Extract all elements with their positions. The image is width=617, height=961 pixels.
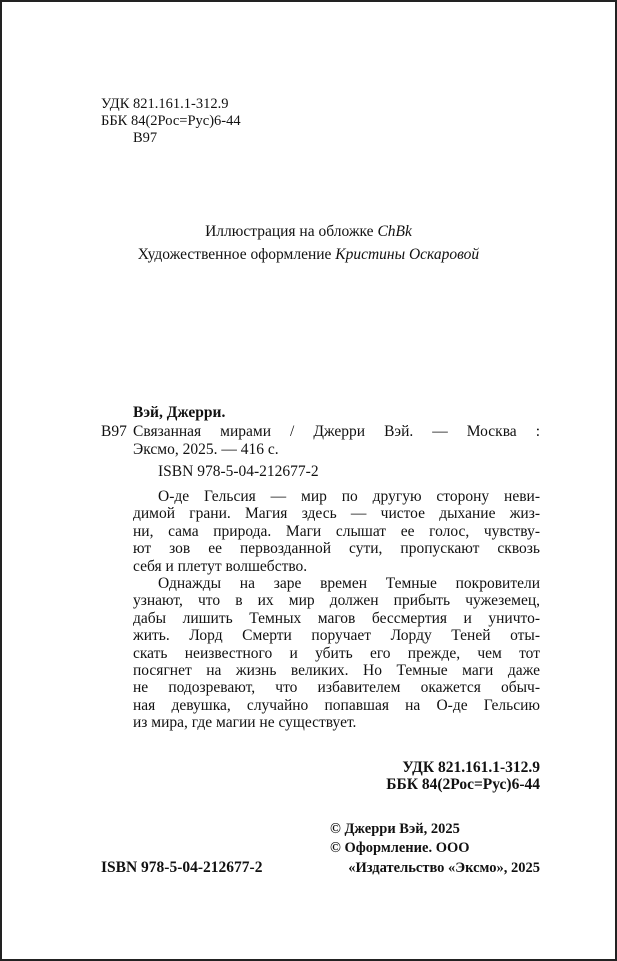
top-bbk: ББК 84(2Рос=Рус)6-44	[101, 113, 241, 129]
annotation-line: ни, сама природа. Маги слышат ее голос, чувству-	[133, 522, 540, 540]
bottom-isbn: ISBN 978-5-04-212677-2	[101, 859, 263, 876]
top-udk: УДК 821.161.1-312.9	[101, 96, 229, 112]
annotation-line: себя и плетут волшебство.	[133, 557, 308, 575]
annotation-line: посягнет на жизнь великих. Но Темные маги даже	[133, 662, 540, 679]
record-title-line2: Эксмо, 2025. — 416 с.	[133, 441, 279, 458]
illustrator-name: ChBk	[377, 223, 412, 240]
annotation-line: ют зов ее первозданной сути, пропускают сквозь	[133, 540, 540, 558]
annotation-line: Однажды на заре времен Темные покровители	[158, 575, 540, 592]
bottom-udk: УДК 821.161.1-312.9	[402, 759, 540, 776]
copyright-design: © Оформление. ООО	[330, 840, 470, 856]
annotation-line: О-де Гельсия — мир по другую сторону неви-	[158, 488, 540, 505]
bottom-bbk: ББК 84(2Рос=Рус)6-44	[386, 776, 540, 793]
annotation-line: димой грани. Магия здесь — чистое дыхание жиз-	[133, 505, 540, 523]
annotation-line: узнают, что в их мир должен прибыть чужеземец,	[133, 592, 540, 610]
designer-name: Кристины Оскаровой	[335, 246, 480, 263]
record-isbn: ISBN 978-5-04-212677-2	[158, 463, 319, 480]
copyright-author: © Джерри Вэй, 2025	[330, 821, 460, 837]
annotation-line: дабы лишить Темных магов бессмертия и уничто-	[133, 609, 540, 627]
illustration-label: Иллюстрация на обложке	[205, 223, 378, 240]
record-code: В97	[101, 423, 127, 440]
annotation-line: не подозревают, что избавителем окажется обыч-	[133, 679, 540, 697]
annotation-line: ная девушка, случайно попавшая на О-де Гельсию	[133, 696, 540, 714]
record-title-line1: Связанная мирами / Джерри Вэй. — Москва :	[133, 423, 540, 440]
copyright-publisher: «Издательство «Эксмо», 2025	[348, 860, 540, 876]
design-credit	[0, 246, 617, 264]
annotation-line: из мира, где магии не существует.	[133, 714, 357, 732]
illustration-credit	[0, 223, 617, 241]
record-author: Вэй, Джерри.	[133, 404, 226, 421]
design-label: Художественное оформление	[137, 246, 336, 263]
annotation-line: жить. Лорд Смерти поручает Лорду Теней оты-	[133, 627, 540, 645]
annotation-line: скать неизвестного и убить его прежде, чем тот	[133, 644, 540, 662]
top-code: В97	[133, 130, 158, 146]
